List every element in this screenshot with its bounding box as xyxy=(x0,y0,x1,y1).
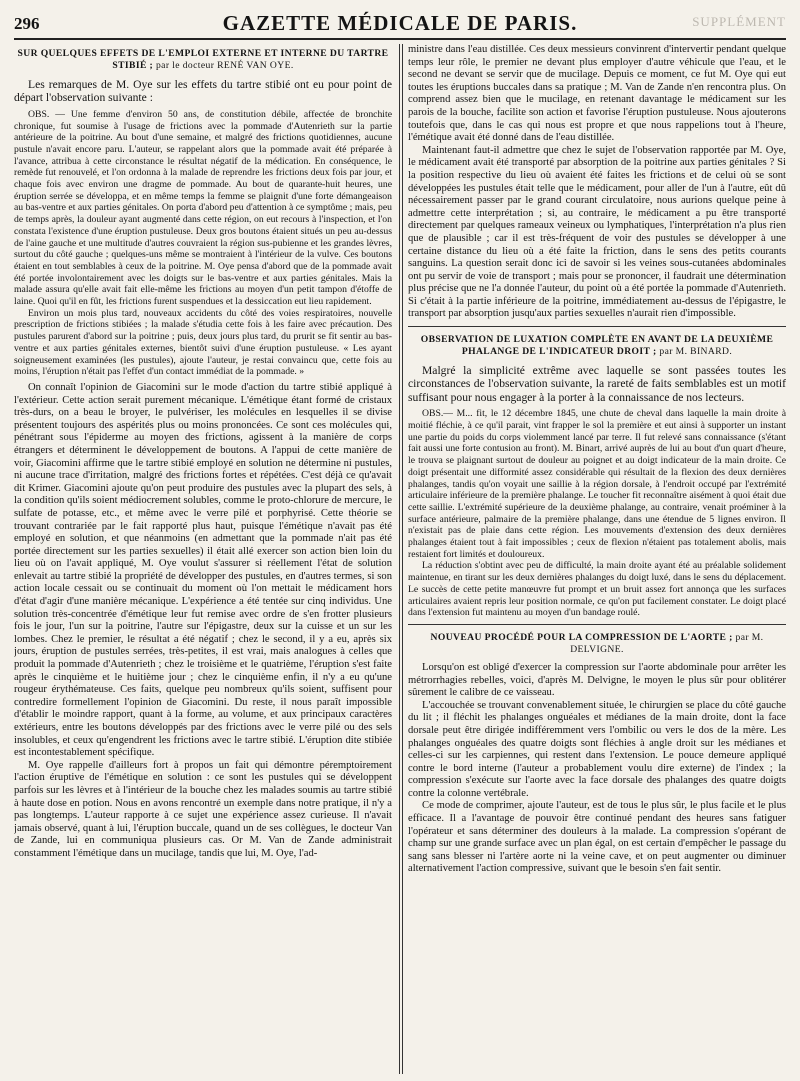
section-rule xyxy=(408,326,786,327)
paragraph: Maintenant faut-il admettre que chez le sujet de l'observation rapportée par M. Oye, le médicament avait été transporté par absorption de la poitrine aux parties génitales ? Si la position respective du lieu où avaient été faites les frictions et de celui où se sont développées les pustules était telle que le médicament, pour aller de l'un à l'autre, eût dû nécessairement passer par le grand courant circulatoire, nous aurions quelque peine à admettre cette interprétation ; si, au contraire, le médicament a pu être transporté directement par quelques rameaux veineux ou lymphatiques, l'interprétation n'a plus rien que de plausible ; car il est très-fréquent de voir des pustules se développer à une certaine distance du lieu où a été faite la friction, dans le sens des petits courants sanguins. La question serait donc ici de savoir si les veines sous-cutanées abdominales ont pu servir de voie de transport ; mais pour se prononcer, il faudrait une détermination plus précise que ne l'a donnée l'auteur, du point où a été portée la pommade d'Autenrieth. Si c'était à la partie inférieure de la poitrine, immédiatement au-dessus de l'épigastre, le transport par absorption jusqu'aux parties sexuelles n'aurait rien d'impossible. xyxy=(408,144,786,320)
article-title: NOUVEAU PROCÉDÉ POUR LA COMPRESSION DE L'AORTE ; xyxy=(430,631,733,643)
section-rule xyxy=(408,624,786,625)
paragraph: M. Oye rappelle d'ailleurs fort à propos un fait qui démontre péremptoirement l'action éruptive de l'émétique en solution : ce sont les pustules qui se développent parfois sur les lèvres et à l'intérieur de la bouche chez les malades soumis au tartre stibié à haute dose en potion. Nous en avons rencontré un exemple dans notre pratique, il n'y a pas longtemps. L'auteur rapporte à ce sujet une expérience assez curieuse. Il n'avait jamais observé, quant à lui, l'éruption buccale, quand un de ses collègues, le docteur Van de Zande, lui en communiqua plusieurs cas. Or M. Van de Zande administrait constamment l'émétique dans un mucilage, tandis que lui, M. Oye, l'ad- xyxy=(14,759,392,859)
column-divider-inner xyxy=(402,44,403,1074)
article-author: par le docteur RENÉ VAN OYE. xyxy=(155,60,294,71)
page-header xyxy=(14,8,786,38)
page-number: 296 xyxy=(14,14,40,33)
paragraph: ministre dans l'eau distillée. Ces deux messieurs convinrent d'intervertir pendant quelque temps leur rôle, le premier ne devant plus employer d'autre véhicule que l'eau, et le second ne devant se servir que de mucilage. Depuis ce moment, ce fut M. Oye qui eut toutes les éruptions buccales dans sa pratique ; M. Van de Zande n'en rencontra plus. On comprend assez bien que le mucilage, en retenant davantage le médicament sur les parois de la bouche, facilite son action et favorise l'éruption pustuleuse. Nous ajouterons toutefois que, dans le cas qui nous est propre et que nous rappelions tout à l'heure, l'émétique avait été donné dans de l'eau distillée. xyxy=(408,44,786,144)
article-heading-luxation xyxy=(408,334,786,358)
paragraph: Malgré la simplicité extrême avec laquelle se sont passées toutes les circonstances de l'observation suivante, la rareté de faits semblables est un motif suffisant pour nous engager à la porter à la connaissance de nos lecteurs. xyxy=(408,364,786,404)
right-column xyxy=(408,44,786,1074)
article-title: OBSERVATION DE LUXATION COMPLÈTE EN AVANT DE LA DEUXIÈME PHALANGE DE L'INDICATEUR DROIT ; xyxy=(420,334,774,358)
observation-paragraph: La réduction s'obtint avec peu de difficulté, la main droite ayant été au préalable solidement maintenue, en tirant sur les deux dernières phalanges du doigt luxé, dans le sens du déplacement. Le succès de cette petite manœuvre fut prompt et un bruit assez fort annonça que les surfaces articulaires avaient repris leur position normale, ce qu'on put facilement constater. Le doigt placé dans l'extension fut maintenu au moyen d'un bandage roulé. xyxy=(408,560,786,619)
observation-paragraph: OBS.— M... fit, le 12 décembre 1845, une chute de cheval dans laquelle la main droite à moitié fléchie, à ce qu'il parait, vint frapper le sol la première et eut ainsi à supporter un instant une partie du poids du corps violemment lancé par terre. Il fut relevé sans connaissance (s'étant fait aussi une forte contusion au front). M. Binart, arrivé auprès de lui au bout d'un quart d'heure, le trouva se plaignant surtout de douleur au poignet et au doigt indicateur de la main droite. Ce doigt présentait une difformité assez considérable qui résultait de la flexion des deux dernières phalanges, tandis qu'on voyait une saillie à la région dorsale, à l'endroit occupé par l'extrémité articulaire inférieure de la première phalange. Le toucher fit reconnaître aisément à quoi était due cette saillie. L'extrémité supérieure de la deuxième phalange, au contraire, venait proéminer à la surface antérieure, palmaire de la première phalange, dans une étendue de 5 lignes environ. Il n'existait pas de plaie dans cette région. Les mouvements d'extension des deux dernières phalanges étaient tout à fait impossibles ; ceux de flexion n'étaient pas totalement abolis, mais restaient fort limités et douloureux. xyxy=(408,408,786,560)
paragraph: Lorsqu'on est obligé d'exercer la compression sur l'aorte abdominale pour arrêter les métrorrhagies rebelles, voici, d'après M. Delvigne, le moyen le plus sûr pour oblitérer sûrement le calibre de ce vaisseau. xyxy=(408,661,786,699)
paragraph: Ce mode de comprimer, ajoute l'auteur, est de tous le plus sûr, le plus facile et le plus efficace. Il a l'avantage de pouvoir être continué pendant des heures sans fatiguer l'opérateur et sans déterminer des douleurs à la malade. La compression s'opérant de champ sur une grande surface avec un plan égal, on est certain d'empêcher le passage du sang sans blesser ni l'artère aorte ni la veine cave, et on peut augmenter ou diminuer alternativement l'action compressive, suivant que le besoin s'en fait sentir. xyxy=(408,800,786,875)
article-author: par M. DELVIGNE. xyxy=(570,631,764,655)
supplement-label: SUPPLÉMENT xyxy=(692,14,786,29)
paragraph: Les remarques de M. Oye sur les effets du tartre stibié ont eu pour point de départ l'observation suivante : xyxy=(14,78,392,105)
observation-paragraph: OBS. — Une femme d'environ 50 ans, de constitution débile, affectée de bronchite chronique, fut soumise à l'usage de frictions avec la pommade d'Autenrieth sur la partie antérieure de la poitrine. Au bout d'une semaine, et malgré des frictions quotidiennes, aucune pustule n'avait encore paru. L'auteur, se rappelant alors que la pommade avait été préparée à l'avance, attribua à cette circonstance le résultat négatif de la médication. En conséquence, le remède fut renouvelé, et l'on ordonna à la malade de reprendre les frictions deux fois par jour, et chaque fois avec environ une dragme de pommade. Au bout de quarante-huit heures, une éruption serrée se développa, et en même temps la femme se plaignit d'une forte démangeaison au bas-ventre et aux parties génitales. On porta d'abord peu d'attention à ce symptôme ; mais, peu de temps après, la douleur ayant augmenté dans cette région, on eut recours à l'inspection, et l'on constata l'existence d'une éruption pustuleuse. Deux gros boutons étaient situés un peu au-dessus de l'aine gauche et une multitude d'autres couvraient la région sus-pubienne et les grandes lèvres, surtout du côté gauche ; quelques-uns même se montraient à l'intérieur de la vulve. Ces boutons étaient en tout semblables à ceux de la poitrine. M. Oye pensa d'abord que de la pommade avait été portée involontairement avec les doigts sur le bas-ventre et aux parties génitales. Mais la malade assura qu'elle avait fait elle-même les frictions au moyen d'un petit tampon d'étoffe de laine. Quoi qu'il en fût, les frictions furent suspendues et la dessiccation eut lieu rapidement. xyxy=(14,108,392,308)
journal-title: GAZETTE MÉDICALE DE PARIS. xyxy=(222,11,578,35)
observation-paragraph: Environ un mois plus tard, nouveaux accidents du côté des voies respiratoires, nouvelle prescription de frictions stibiées ; la malade s'étudia cette fois à les faire avec précaution. Des pustules parurent d'abord sur la poitrine ; puis, deux jours plus tard, du prurit se fit sentir au bas-ventre et aux parties génitales externes, bientôt suivi d'une éruption pustuleuse. « Les ayant soigneusement examinées (les pustules), ajoute l'auteur, je restai convaincu que, cette fois au moins, l'éruption n'était pas l'effet d'un contact immédiat de la pommade. » xyxy=(14,307,392,378)
paragraph: L'accouchée se trouvant convenablement située, le chirurgien se place du côté gauche du lit ; il fléchit les phalanges onguéales et médianes de la main droite, dont la face dorsale peut être dirigée indifféremment vers l'ombilic ou vers le dos de la mère. Les phalanges onguéales des quatre doigts sont fléchies à angle droit sur les médianes et celles-ci sur les carpiennes, qui restent dans l'extension. Le pouce demeure appliqué contre le bord interne (l'auteur a probablement voulu dire externe) de l'index ; la compression s'exécute sur l'aorte avec la face dorsale des phalanges des quatre doigts contre la colonne vertébrale. xyxy=(408,699,786,799)
article-author: par M. BINARD. xyxy=(659,346,733,358)
column-divider xyxy=(399,44,400,1074)
article-heading-aorte xyxy=(408,632,786,656)
article-title: SUR QUELQUES EFFETS DE L'EMPLOI EXTERNE ET INTERNE DU TARTRE STIBIÉ ; xyxy=(17,48,389,71)
left-column xyxy=(14,44,392,1074)
header-rule xyxy=(14,38,786,40)
article-heading-tartre xyxy=(14,48,392,72)
paragraph: On connaît l'opinion de Giacomini sur le mode d'action du tartre stibié appliqué à l'extérieur. Cette action serait purement mécanique. L'émétique étant formé de cristaux très-durs, on a beau le broyer, le pulvériser, les molécules en lesquelles il se divise présentent toujours des aspérités plus ou moins prononcées. Ce sont ces molécules qui, pénétrant sous l'épiderme au moyen des frictions, agissent à la manière de corps étrangers et déterminent le développement de boutons. A l'appui de cette manière de voir, Giacomini affirme que le tartre stibié employé en solution ne détermine ni pustules, ni aucune trace d'irritation, malgré des frictions fortes et répétées. C'est déjà ce qu'avait dit Krimer. Giacomini ajoute qu'on peut produire des pustules avec la plupart des sels, à la condition qu'ils soient médiocrement solubles, comme le proto-chlorure de mercure, le sulfate de potasse, etc., et même avec le verre pilé et porphyrisé. Cette théorie se trouvant contrariée par le fait rapporté plus haut, puisque l'émétique n'avait pas été employé en solution, et que néanmoins (en admettant que la pommade n'ait pas été portée directement sur les parties sexuelles) il était allé exercer son action bien loin du lieu où on l'avait appliqué, M. Oye voulut s'assurer si réellement l'état de solution enlevait au tartre stibié la propriété de développer des pustules, en d'autres termes, si son action locale cessait ou se continuait du moment où l'on mettait le médicament hors d'état d'agir d'une manière mécanique. L'expérience a été tentée sur cinq individus. Une solution très-concentrée d'émétique leur fut remise avec ordre de s'en frotter plusieurs fois le jour, l'un sur la poitrine, l'autre sur l'épigastre, deux sur la cuisse et un sur les lombes. Chez le premier, le résultat a été négatif ; chez le second, il y a eu, après six jours, éruption de pustules serrées, très-petites, il est vrai, mais analogues à celles que produit la pommade d'Autenrieth ; chez le troisième et le quatrième, l'éruption s'est faite après le cinquième et le huitième jour ; chez le cinquième enfin, il n'y a eu qu'une rougeur érythémateuse. Ces faits, quelque peu nombreux qu'ils soient, suffisent pour contredire formellement l'opinion de Giacomini. Du reste, il nous paraît impossible d'établir le moindre rapport, quant à la forme, au volume, et aux principaux caractères extérieurs, entre les boutons développés par des frictions avec le verre pilé ou des sels insolubles, et ceux qu'engendrent les frictions avec le tartre stibié. L'éruption dite stibiée est incontestablement spécifique. xyxy=(14,381,392,759)
